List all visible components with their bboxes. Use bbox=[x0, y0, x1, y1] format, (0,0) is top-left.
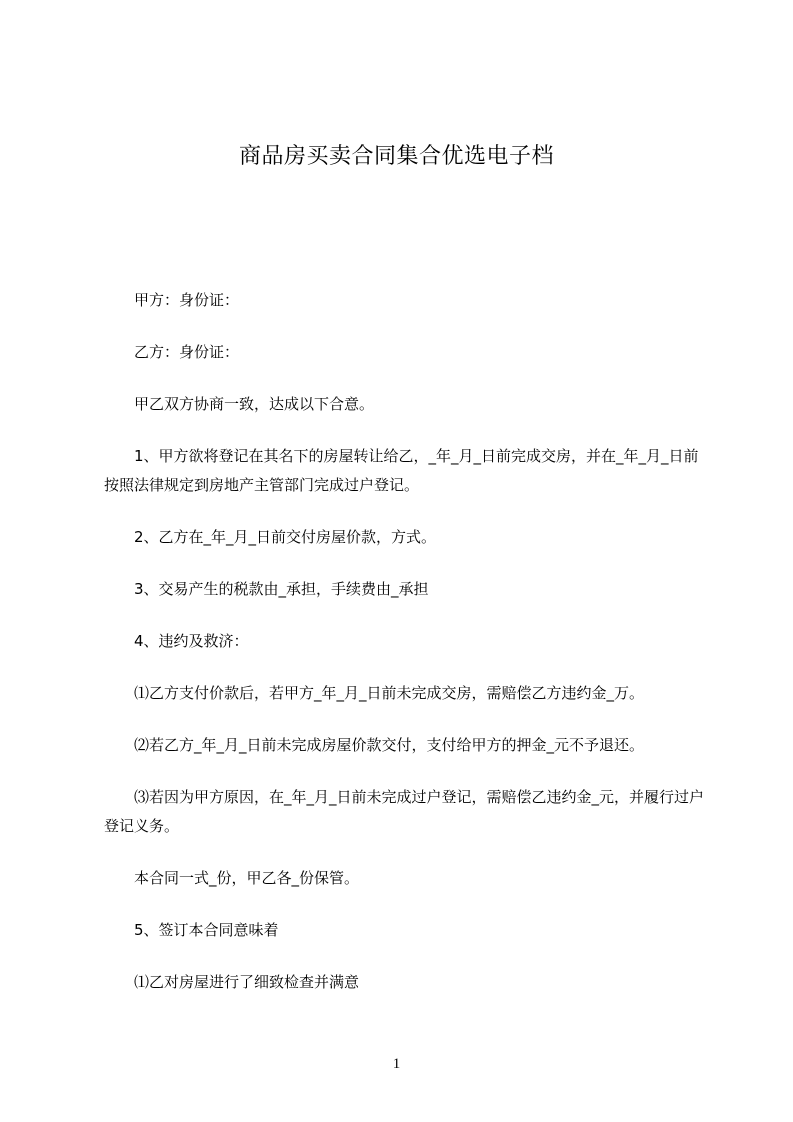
page-number: 1 bbox=[392, 1056, 401, 1072]
paragraph-clause-4: 4、违约及救济： bbox=[134, 632, 249, 650]
paragraph-clause-2: 2、乙方在_年_月_日前交付房屋价款，方式。 bbox=[134, 528, 437, 546]
paragraph-clause-4-2: ⑵若乙方_年_月_日前未完成房屋价款交付，支付给甲方的押金_元不予退还。 bbox=[134, 736, 645, 754]
paragraph-party-a: 甲方：身份证： bbox=[134, 291, 240, 309]
paragraph-agreement: 甲乙双方协商一致，达成以下合意。 bbox=[134, 395, 375, 413]
paragraph-clause-5-1: ⑴乙对房屋进行了细致检查并满意 bbox=[134, 973, 360, 991]
paragraph-copies: 本合同一式_份，甲乙各_份保管。 bbox=[134, 869, 360, 887]
document-body bbox=[104, 286, 704, 1020]
paragraph-clause-1: 1、甲方欲将登记在其名下的房屋转让给乙，_年_月_日前完成交房，并在_年_月_日前按照法律规定到房地产主管部门完成过户登记。 bbox=[104, 447, 699, 494]
paragraph-clause-4-1: ⑴乙方支付价款后，若甲方_年_月_日前未完成交房，需赔偿乙方违约金_万。 bbox=[134, 684, 645, 702]
paragraph-clause-5: 5、签订本合同意味着 bbox=[134, 921, 279, 939]
paragraph-party-b: 乙方：身份证： bbox=[134, 343, 240, 361]
paragraph-clause-4-3: ⑶若因为甲方原因，在_年_月_日前未完成过户登记，需赔偿乙违约金_元，并履行过户登记义务。 bbox=[104, 788, 705, 835]
paragraph-clause-3: 3、交易产生的税款由_承担，手续费由_承担 bbox=[134, 580, 429, 598]
document-title: 商品房买卖合同集合优选电子档 bbox=[238, 144, 554, 169]
